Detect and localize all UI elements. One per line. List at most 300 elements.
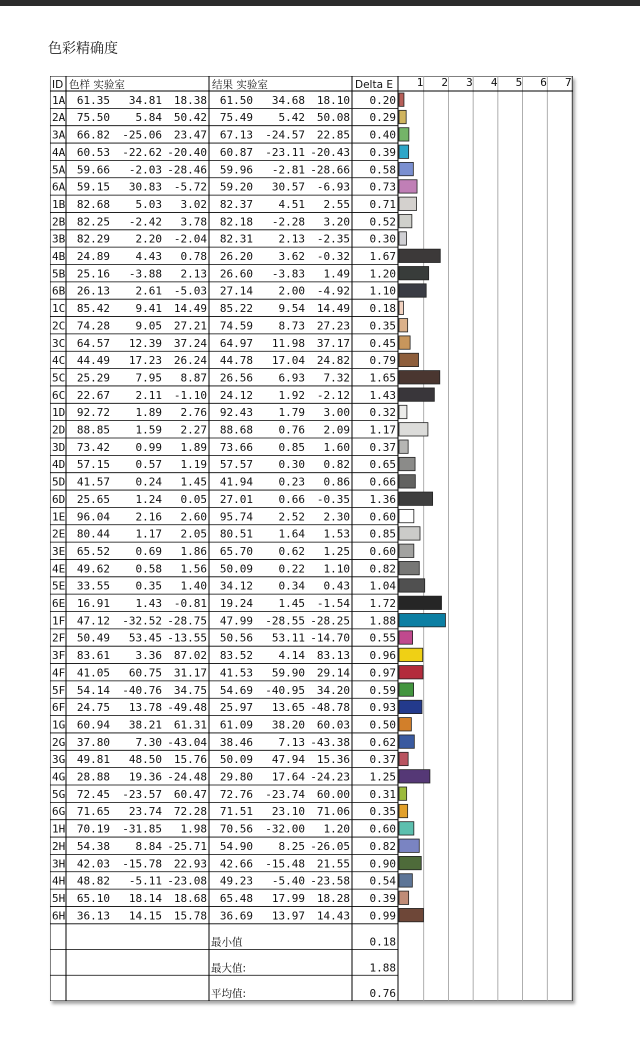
result-lab-value: 47.94 bbox=[271, 753, 305, 767]
result-lab-value: 53.11 bbox=[271, 631, 305, 645]
result-lab-value: 83.52 bbox=[219, 649, 253, 663]
delta-e-value: 1.43 bbox=[369, 388, 396, 402]
sample-lab-value: 5.84 bbox=[135, 111, 162, 125]
delta-e-value: 0.32 bbox=[369, 406, 396, 420]
result-lab-value: 14.49 bbox=[316, 302, 350, 316]
patch-id: 1G bbox=[52, 718, 66, 732]
patch-id: 5E bbox=[52, 579, 66, 593]
result-lab-value: 29.14 bbox=[316, 666, 350, 680]
result-lab-value: 82.31 bbox=[219, 232, 253, 246]
result-lab-value: 13.97 bbox=[271, 909, 305, 923]
scale-label: 7 bbox=[565, 76, 572, 89]
patch-id: 5B bbox=[52, 267, 66, 281]
result-lab-value: -23.58 bbox=[310, 874, 350, 888]
sample-lab-value: 13.78 bbox=[128, 701, 162, 715]
delta-e-bar bbox=[399, 128, 409, 141]
delta-e-bar bbox=[399, 735, 414, 748]
delta-e-value: 0.35 bbox=[369, 319, 396, 333]
delta-e-bar bbox=[399, 319, 408, 332]
delta-e-value: 0.99 bbox=[369, 909, 396, 923]
sample-lab-value: 1.59 bbox=[135, 423, 162, 437]
scale-label: 4 bbox=[490, 76, 498, 89]
result-lab-value: 50.56 bbox=[219, 631, 253, 645]
result-lab-value: -2.35 bbox=[316, 232, 350, 246]
result-lab-value: -15.48 bbox=[265, 857, 305, 871]
sample-lab-value: 4.43 bbox=[135, 250, 162, 263]
sample-lab-value: 3.02 bbox=[180, 197, 207, 211]
result-lab-value: 57.57 bbox=[219, 458, 253, 472]
sample-lab-value: 0.24 bbox=[135, 475, 162, 489]
result-lab-value: 17.99 bbox=[271, 891, 305, 905]
result-lab-value: 24.12 bbox=[219, 388, 253, 402]
patch-id: 3H bbox=[52, 857, 66, 871]
delta-e-bar bbox=[399, 527, 420, 540]
result-lab-value: -2.81 bbox=[271, 163, 305, 177]
result-lab-value: 72.76 bbox=[219, 787, 253, 801]
patch-id: 5C bbox=[52, 371, 66, 385]
result-lab-value: 17.64 bbox=[271, 770, 305, 784]
result-lab-value: 74.59 bbox=[219, 319, 253, 333]
delta-e-bar bbox=[399, 353, 419, 366]
sample-lab-value: 60.53 bbox=[76, 145, 110, 159]
patch-id: 3F bbox=[52, 649, 66, 663]
patch-id: 4F bbox=[52, 666, 66, 680]
sample-lab-value: 72.28 bbox=[173, 805, 207, 819]
result-lab-value: -40.95 bbox=[265, 683, 305, 697]
result-lab-value: 1.45 bbox=[278, 597, 305, 610]
patch-id: 4A bbox=[52, 145, 66, 159]
table-row bbox=[52, 284, 426, 298]
sample-lab-value: -0.81 bbox=[173, 597, 207, 610]
delta-e-value: 0.93 bbox=[369, 701, 396, 715]
delta-e-bar bbox=[399, 457, 415, 470]
delta-e-bar bbox=[399, 180, 417, 193]
patch-id: 3E bbox=[52, 544, 66, 558]
delta-e-value: 0.52 bbox=[369, 215, 396, 229]
result-lab-value: 37.17 bbox=[316, 336, 350, 350]
sample-lab-value: -28.75 bbox=[167, 614, 207, 628]
result-lab-value: 0.34 bbox=[278, 579, 305, 593]
sample-lab-value: 26.13 bbox=[76, 284, 110, 298]
delta-e-value: 0.58 bbox=[369, 163, 396, 177]
sample-lab-value: 1.43 bbox=[135, 597, 162, 610]
delta-e-value: 1.67 bbox=[369, 250, 396, 263]
sample-lab-value: 18.68 bbox=[173, 891, 207, 905]
sample-lab-value: 9.41 bbox=[135, 302, 162, 316]
sample-lab-value: 54.14 bbox=[76, 683, 110, 697]
sample-lab-value: 73.42 bbox=[76, 440, 110, 454]
sample-lab-value: 74.28 bbox=[76, 319, 110, 333]
result-lab-value: 2.00 bbox=[278, 284, 305, 298]
result-lab-value: -4.92 bbox=[316, 284, 350, 298]
sample-lab-value: 5.03 bbox=[135, 197, 162, 211]
sample-lab-value: 82.68 bbox=[76, 197, 110, 211]
delta-e-bar bbox=[399, 891, 409, 904]
result-lab-value: 8.73 bbox=[278, 319, 305, 333]
delta-e-bar bbox=[399, 110, 406, 123]
sample-lab-value: 54.38 bbox=[76, 839, 110, 853]
result-lab-value: 13.65 bbox=[271, 701, 305, 715]
result-lab-value: 65.70 bbox=[219, 544, 253, 558]
sample-lab-value: 85.42 bbox=[76, 302, 110, 316]
table-row bbox=[52, 423, 428, 437]
sample-lab-value: 2.13 bbox=[180, 267, 207, 281]
delta-e-value: 0.60 bbox=[369, 544, 396, 558]
result-lab-value: 27.23 bbox=[316, 319, 350, 333]
sample-lab-value: 37.80 bbox=[76, 735, 110, 749]
delta-e-value: 0.97 bbox=[369, 666, 396, 680]
sample-lab-value: 8.84 bbox=[135, 839, 162, 853]
patch-id: 2C bbox=[52, 319, 66, 333]
scale-label: 1 bbox=[416, 76, 424, 89]
result-lab-value: 59.20 bbox=[219, 180, 253, 194]
result-lab-value: 0.76 bbox=[278, 423, 305, 437]
result-lab-value: 34.12 bbox=[219, 579, 253, 593]
delta-e-bar bbox=[399, 284, 426, 297]
patch-id: 1D bbox=[52, 406, 66, 420]
result-lab-value: 71.51 bbox=[219, 805, 253, 819]
result-lab-value: 0.85 bbox=[278, 440, 305, 454]
delta-e-bar bbox=[399, 908, 423, 921]
sample-lab-value: -25.06 bbox=[122, 128, 162, 142]
delta-e-value: 0.29 bbox=[369, 111, 396, 125]
result-lab-value: 27.14 bbox=[219, 284, 253, 298]
result-lab-value: -5.40 bbox=[271, 874, 305, 888]
delta-e-bar bbox=[399, 214, 412, 227]
result-lab-value: 73.66 bbox=[219, 440, 253, 454]
sample-lab-value: 82.25 bbox=[76, 215, 110, 229]
sample-lab-value: -23.08 bbox=[167, 874, 207, 888]
delta-e-bar bbox=[399, 596, 442, 609]
delta-e-value: 1.20 bbox=[369, 267, 396, 281]
result-lab-value: 60.00 bbox=[316, 787, 350, 801]
result-lab-value: -6.93 bbox=[316, 180, 350, 194]
sample-lab-value: 3.36 bbox=[135, 649, 162, 663]
delta-e-value: 1.10 bbox=[369, 284, 396, 298]
sample-lab-value: 2.11 bbox=[135, 388, 162, 402]
delta-e-bar bbox=[399, 856, 421, 869]
delta-e-bar bbox=[399, 405, 407, 418]
scale-label: 5 bbox=[515, 76, 523, 89]
sample-lab-value: -15.78 bbox=[122, 857, 162, 871]
sample-lab-value: 8.87 bbox=[180, 371, 207, 385]
result-lab-value: 3.62 bbox=[278, 250, 305, 263]
color-accuracy-table bbox=[50, 76, 573, 1001]
sample-lab-value: 2.60 bbox=[180, 510, 207, 524]
delta-e-bar bbox=[399, 614, 445, 627]
patch-id: 4E bbox=[52, 562, 66, 576]
delta-e-bar bbox=[399, 752, 408, 765]
result-lab-value: 50.09 bbox=[219, 753, 253, 767]
patch-id: 4G bbox=[52, 770, 66, 784]
sample-lab-value: 7.30 bbox=[135, 735, 162, 749]
sample-lab-value: 0.58 bbox=[135, 562, 162, 576]
table-row bbox=[52, 579, 425, 593]
delta-e-bar bbox=[399, 631, 413, 644]
patch-id: 1A bbox=[52, 93, 66, 107]
sample-lab-value: 1.40 bbox=[180, 579, 207, 593]
result-lab-value: -0.32 bbox=[316, 250, 350, 263]
delta-e-value: 0.73 bbox=[369, 180, 396, 194]
delta-e-value: 1.36 bbox=[369, 492, 396, 506]
result-lab-value: -23.74 bbox=[265, 787, 305, 801]
header-delta: Delta E bbox=[355, 79, 393, 91]
patch-id: 2H bbox=[52, 839, 66, 853]
result-lab-value: 80.51 bbox=[219, 527, 253, 541]
sample-lab-value: 0.05 bbox=[180, 492, 207, 506]
delta-e-value: 0.35 bbox=[369, 805, 396, 819]
sample-lab-value: 9.05 bbox=[135, 319, 162, 333]
result-lab-value: 59.96 bbox=[219, 163, 253, 177]
sample-lab-value: 70.19 bbox=[76, 822, 110, 836]
result-lab-value: 8.25 bbox=[278, 839, 305, 853]
result-lab-value: 0.86 bbox=[323, 475, 350, 489]
delta-e-value: 0.55 bbox=[369, 631, 396, 645]
result-lab-value: 59.90 bbox=[271, 666, 305, 680]
result-lab-value: 50.08 bbox=[316, 111, 350, 125]
sample-lab-value: 49.62 bbox=[76, 562, 110, 576]
delta-e-bar bbox=[399, 683, 414, 696]
sample-lab-value: 22.67 bbox=[76, 388, 110, 402]
sample-lab-value: 23.74 bbox=[128, 805, 162, 819]
result-lab-value: 61.50 bbox=[219, 93, 253, 107]
result-lab-value: 3.20 bbox=[323, 215, 350, 229]
delta-e-value: 0.65 bbox=[369, 458, 396, 472]
scale-label: 2 bbox=[441, 76, 449, 89]
delta-e-bar bbox=[399, 492, 433, 505]
delta-e-value: 0.37 bbox=[369, 753, 396, 767]
result-lab-value: 18.10 bbox=[316, 93, 350, 107]
result-lab-value: 14.43 bbox=[316, 909, 350, 923]
sample-lab-value: 47.12 bbox=[76, 614, 110, 628]
patch-id: 5A bbox=[52, 163, 66, 177]
patch-id: 6G bbox=[52, 805, 66, 819]
summary-value: 0.18 bbox=[369, 935, 396, 949]
delta-e-bar bbox=[399, 770, 430, 783]
sample-lab-value: 24.75 bbox=[76, 701, 110, 715]
result-lab-value: 71.06 bbox=[316, 805, 350, 819]
sample-lab-value: -22.62 bbox=[122, 145, 162, 159]
result-lab-value: 2.30 bbox=[323, 510, 350, 524]
sample-lab-value: 64.57 bbox=[76, 336, 110, 350]
sample-lab-value: 38.21 bbox=[128, 718, 162, 732]
result-lab-value: 1.53 bbox=[323, 527, 350, 541]
sample-lab-value: 92.72 bbox=[76, 406, 110, 420]
sample-lab-value: -49.48 bbox=[167, 701, 207, 715]
sample-lab-value: 25.65 bbox=[76, 492, 110, 506]
patch-id: 3A bbox=[52, 128, 66, 142]
sample-lab-value: 18.38 bbox=[173, 93, 207, 107]
delta-e-value: 0.62 bbox=[369, 735, 396, 749]
sample-lab-value: 1.19 bbox=[180, 458, 207, 472]
result-lab-value: -1.54 bbox=[316, 597, 350, 610]
result-lab-value: 5.42 bbox=[278, 111, 305, 125]
sample-lab-value: 33.55 bbox=[76, 579, 110, 593]
result-lab-value: 25.97 bbox=[219, 701, 253, 715]
sample-lab-value: 30.83 bbox=[128, 180, 162, 194]
sample-lab-value: 2.20 bbox=[135, 232, 162, 246]
sample-lab-value: 2.61 bbox=[135, 284, 162, 298]
sample-lab-value: 0.57 bbox=[135, 458, 162, 472]
result-lab-value: 3.00 bbox=[323, 406, 350, 420]
patch-id: 5H bbox=[52, 891, 66, 905]
table-row bbox=[52, 267, 429, 281]
sample-lab-value: 1.98 bbox=[180, 822, 207, 836]
result-lab-value: 70.56 bbox=[219, 822, 253, 836]
summary-label: 最大值: bbox=[211, 962, 247, 975]
result-lab-value: 0.23 bbox=[278, 475, 305, 489]
result-lab-value: -28.66 bbox=[310, 163, 350, 177]
result-lab-value: 34.68 bbox=[271, 93, 305, 107]
delta-e-value: 0.40 bbox=[369, 128, 396, 142]
result-lab-value: 0.62 bbox=[278, 544, 305, 558]
sample-lab-value: 88.85 bbox=[76, 423, 110, 437]
result-lab-value: 1.79 bbox=[278, 406, 305, 420]
header-sample: 色样 实验室 bbox=[69, 79, 125, 91]
delta-e-value: 0.60 bbox=[369, 510, 396, 524]
sample-lab-value: 36.13 bbox=[76, 909, 110, 923]
delta-e-bar bbox=[399, 162, 413, 175]
sample-lab-value: 1.86 bbox=[180, 544, 207, 558]
sample-lab-value: 27.21 bbox=[173, 319, 207, 333]
result-lab-value: 1.25 bbox=[323, 544, 350, 558]
sample-lab-value: 59.66 bbox=[76, 163, 110, 177]
result-lab-value: 1.10 bbox=[323, 562, 350, 576]
sample-lab-value: 72.45 bbox=[76, 787, 110, 801]
result-lab-value: 27.01 bbox=[219, 492, 253, 506]
sample-lab-value: -13.55 bbox=[167, 631, 207, 645]
summary-value: 1.88 bbox=[369, 961, 396, 975]
sample-lab-value: 18.14 bbox=[128, 891, 162, 905]
sample-lab-value: 34.75 bbox=[173, 683, 207, 697]
sample-lab-value: 34.81 bbox=[128, 93, 162, 107]
result-lab-value: 85.22 bbox=[219, 302, 253, 316]
result-lab-value: 41.53 bbox=[219, 666, 253, 680]
header-result: 结果 实验室 bbox=[212, 79, 268, 91]
result-lab-value: 83.13 bbox=[316, 649, 350, 663]
patch-id: 6H bbox=[52, 909, 66, 923]
delta-e-bar bbox=[399, 440, 408, 453]
patch-id: 1E bbox=[52, 510, 66, 524]
patch-id: 3G bbox=[52, 753, 66, 767]
patch-id: 3B bbox=[52, 232, 66, 246]
delta-e-value: 0.37 bbox=[369, 440, 396, 454]
result-lab-value: 67.13 bbox=[219, 128, 253, 142]
sample-lab-value: -2.03 bbox=[128, 163, 162, 177]
sample-lab-value: 1.17 bbox=[135, 527, 162, 541]
sample-lab-value: 26.24 bbox=[173, 354, 207, 368]
sample-lab-value: 0.78 bbox=[180, 250, 207, 263]
sample-lab-value: 1.45 bbox=[180, 475, 207, 489]
delta-e-bar bbox=[399, 579, 425, 592]
patch-id: 6A bbox=[52, 180, 66, 194]
delta-e-value: 0.66 bbox=[369, 475, 396, 489]
sample-lab-value: 1.56 bbox=[180, 562, 207, 576]
patch-id: 4H bbox=[52, 874, 66, 888]
sample-lab-value: -40.76 bbox=[122, 683, 162, 697]
delta-e-value: 0.39 bbox=[369, 891, 396, 905]
patch-id: 2D bbox=[52, 423, 66, 437]
sample-lab-value: -24.48 bbox=[167, 770, 207, 784]
sample-lab-value: 60.75 bbox=[128, 666, 162, 680]
delta-e-value: 1.04 bbox=[369, 579, 396, 593]
result-lab-value: 47.99 bbox=[219, 614, 253, 628]
sample-lab-value: 14.15 bbox=[128, 909, 162, 923]
delta-e-bar bbox=[399, 197, 417, 210]
sample-lab-value: -2.04 bbox=[173, 232, 207, 246]
sample-lab-value: 44.49 bbox=[76, 354, 110, 368]
result-lab-value: 19.24 bbox=[219, 597, 253, 610]
result-lab-value: -43.38 bbox=[310, 735, 350, 749]
result-lab-value: 1.92 bbox=[278, 388, 305, 402]
sample-lab-value: 22.93 bbox=[173, 857, 207, 871]
result-lab-value: 34.20 bbox=[316, 683, 350, 697]
sample-lab-value: 59.15 bbox=[76, 180, 110, 194]
delta-e-bar bbox=[399, 804, 408, 817]
result-lab-value: 21.55 bbox=[316, 857, 350, 871]
result-lab-value: 15.36 bbox=[316, 753, 350, 767]
result-lab-value: 26.20 bbox=[219, 250, 253, 263]
patch-id: 4C bbox=[52, 354, 66, 368]
result-lab-value: 54.69 bbox=[219, 683, 253, 697]
patch-id: 3C bbox=[52, 336, 66, 350]
delta-e-value: 0.90 bbox=[369, 857, 396, 871]
result-lab-value: 24.82 bbox=[316, 354, 350, 368]
delta-e-value: 1.88 bbox=[369, 614, 396, 628]
sample-lab-value: 7.95 bbox=[135, 371, 162, 385]
delta-e-bar bbox=[399, 93, 404, 106]
delta-e-bar bbox=[399, 700, 422, 713]
delta-e-bar bbox=[399, 371, 440, 384]
sample-lab-value: 12.39 bbox=[128, 336, 162, 350]
result-lab-value: -24.23 bbox=[310, 770, 350, 784]
result-lab-value: 11.98 bbox=[271, 336, 305, 350]
top-bar bbox=[0, 0, 640, 6]
sample-lab-value: 28.88 bbox=[76, 770, 110, 784]
sample-lab-value: 17.23 bbox=[128, 354, 162, 368]
result-lab-value: 18.28 bbox=[316, 891, 350, 905]
delta-e-bar bbox=[399, 544, 414, 557]
result-lab-value: 23.10 bbox=[271, 805, 305, 819]
page-title: 色彩精确度 bbox=[48, 41, 118, 57]
delta-e-value: 0.59 bbox=[369, 683, 396, 697]
sample-lab-value: 60.94 bbox=[76, 718, 110, 732]
result-lab-value: 7.32 bbox=[323, 371, 350, 385]
sample-lab-value: 2.27 bbox=[180, 423, 207, 437]
delta-e-bar bbox=[399, 145, 409, 158]
sample-lab-value: 83.61 bbox=[76, 649, 110, 663]
sample-lab-value: 65.10 bbox=[76, 891, 110, 905]
delta-e-bar bbox=[399, 718, 411, 731]
sample-lab-value: 66.82 bbox=[76, 128, 110, 142]
delta-e-value: 0.18 bbox=[369, 302, 396, 316]
result-lab-value: 64.97 bbox=[219, 336, 253, 350]
result-lab-value: 95.74 bbox=[219, 510, 253, 524]
scale-label: 3 bbox=[466, 76, 473, 89]
delta-e-bar bbox=[399, 666, 423, 679]
color-accuracy-sheet bbox=[50, 76, 573, 1001]
sample-lab-value: 2.76 bbox=[180, 406, 207, 420]
delta-e-value: 0.39 bbox=[369, 145, 396, 159]
delta-e-value: 0.54 bbox=[369, 874, 396, 888]
sample-lab-value: 61.35 bbox=[76, 93, 110, 107]
sample-lab-value: 61.31 bbox=[173, 718, 207, 732]
sample-lab-value: 15.78 bbox=[173, 909, 207, 923]
sample-lab-value: 41.05 bbox=[76, 666, 110, 680]
patch-id: 2E bbox=[52, 527, 66, 541]
result-lab-value: 41.94 bbox=[219, 475, 253, 489]
sample-lab-value: 0.69 bbox=[135, 544, 162, 558]
